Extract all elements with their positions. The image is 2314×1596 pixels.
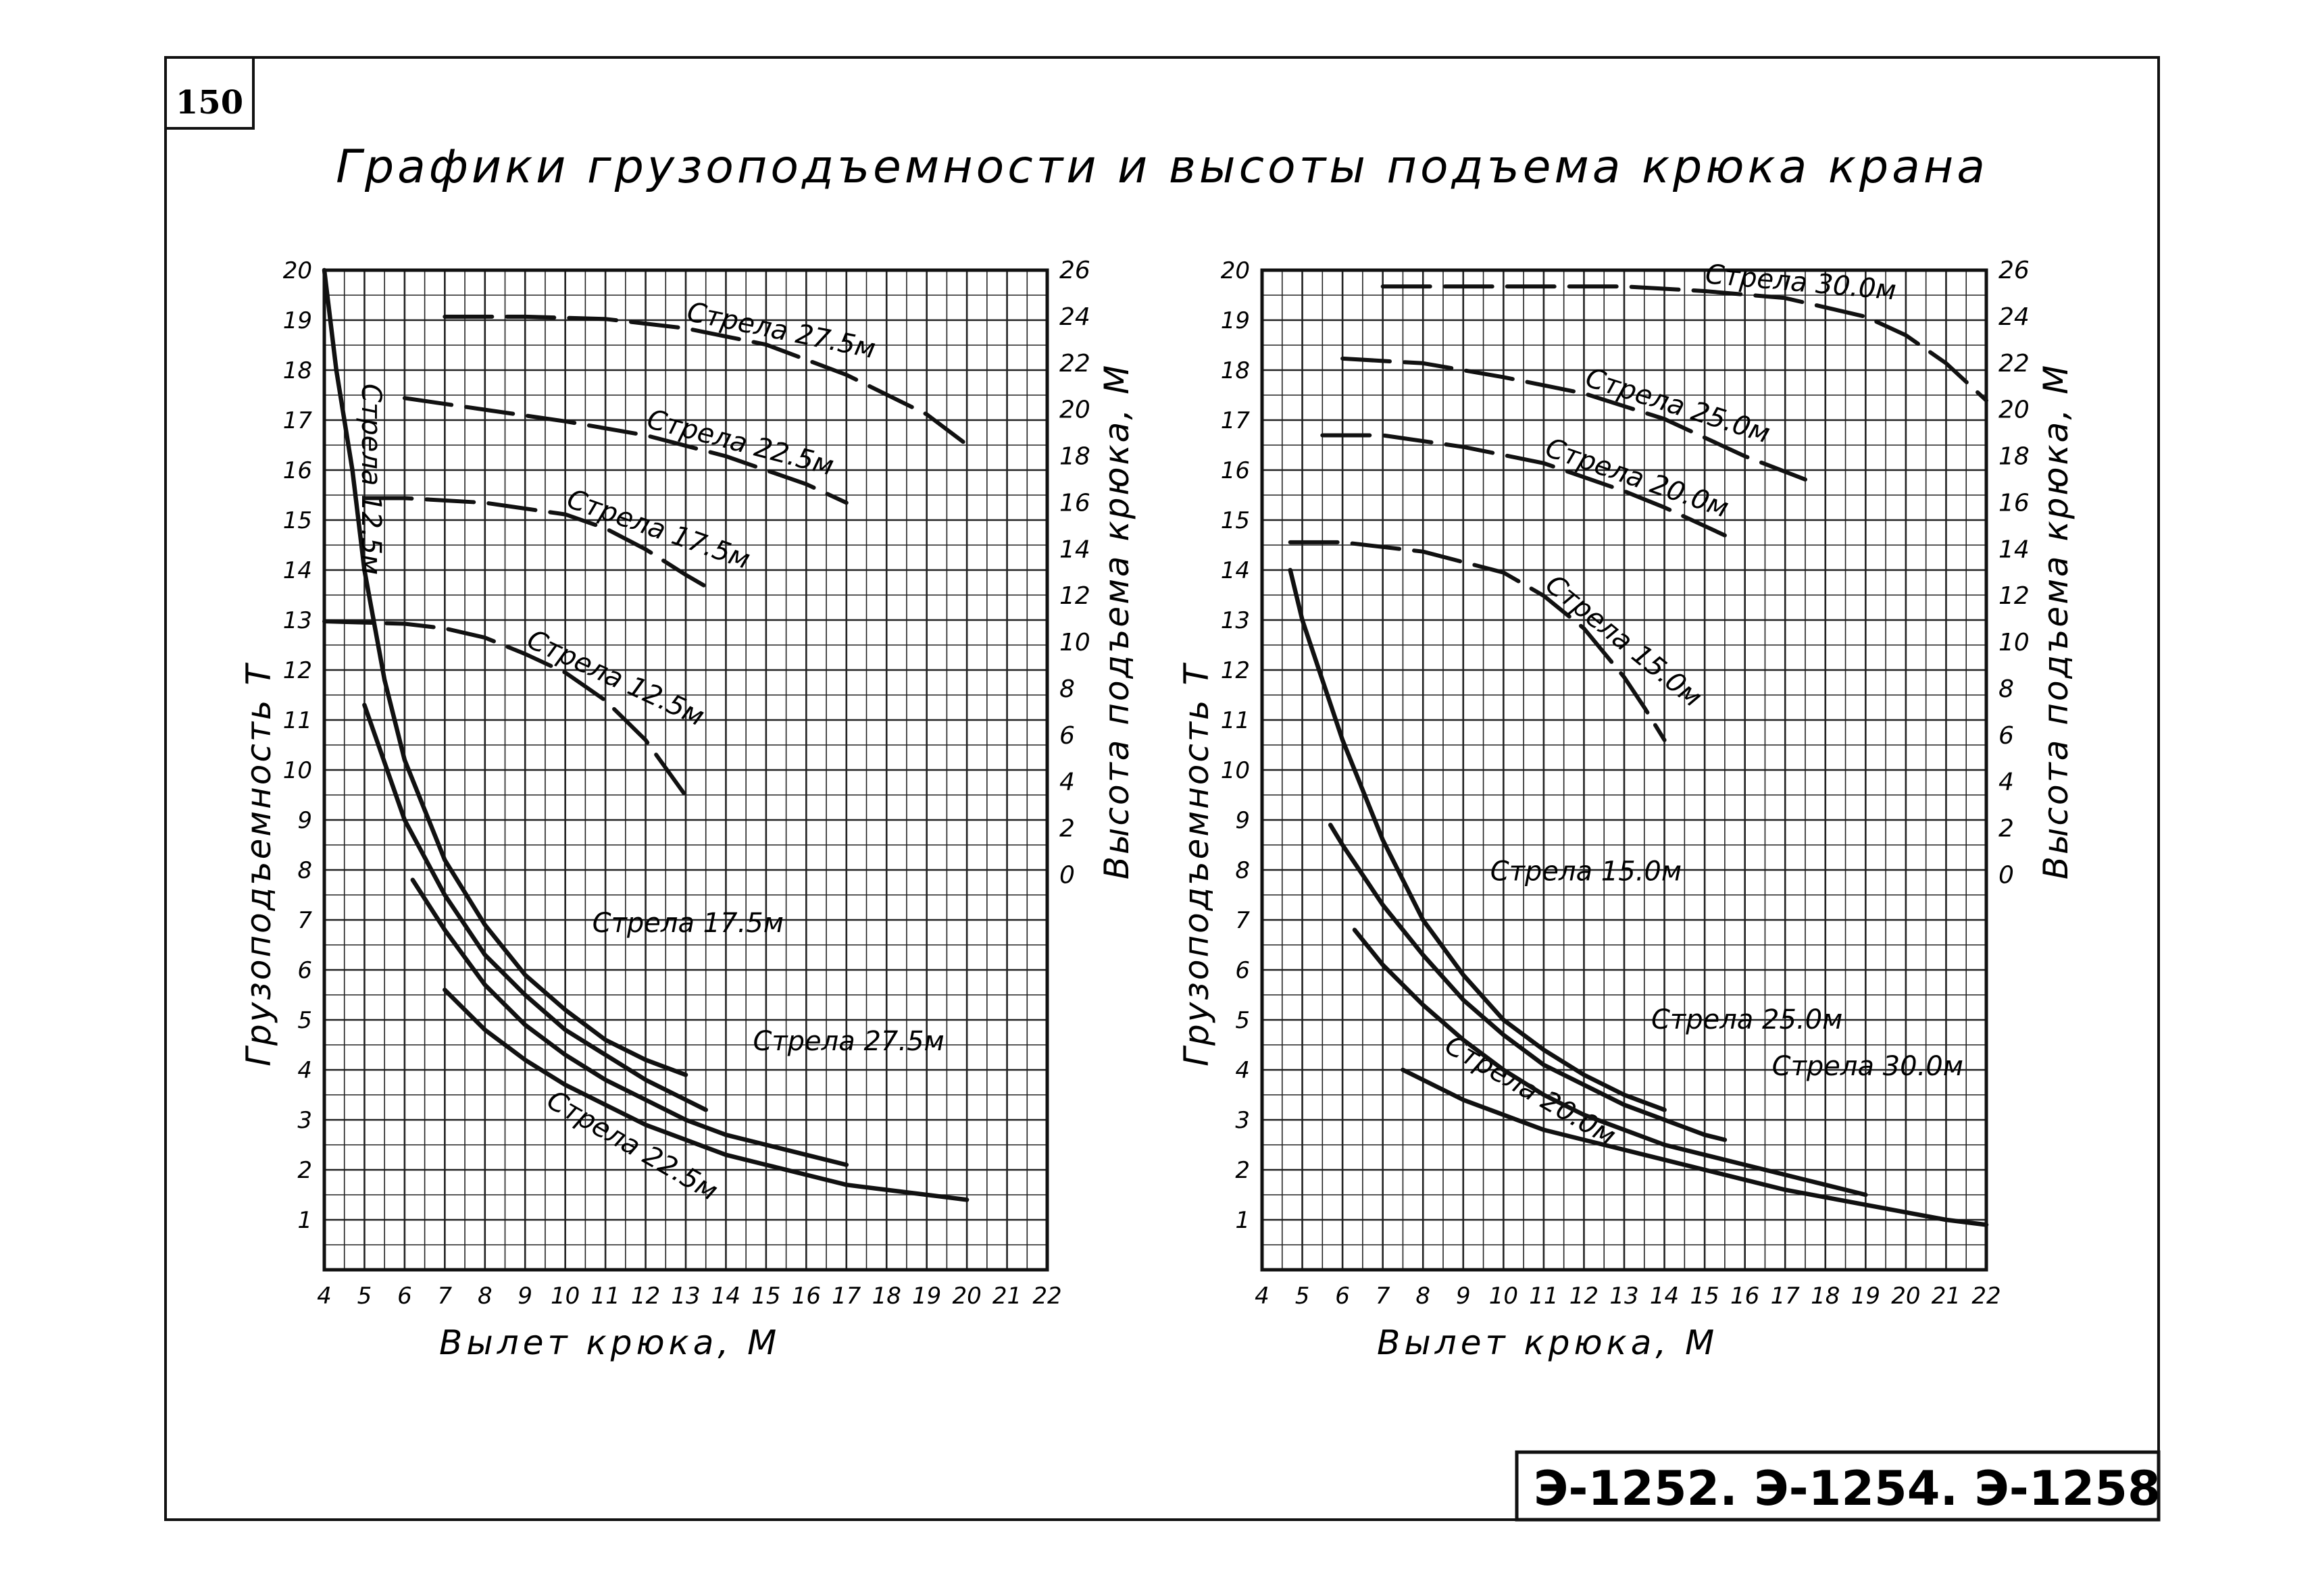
y2-tick-label: 6 xyxy=(1998,721,2014,750)
x-tick-label: 17 xyxy=(832,1283,861,1310)
y-tick-label: 2 xyxy=(297,1157,312,1184)
y2-tick-label: 24 xyxy=(1998,303,2030,331)
y2-tick-label: 10 xyxy=(1998,629,2030,657)
series-line-capacity xyxy=(1403,1070,1986,1225)
x-tick-label: 12 xyxy=(630,1283,661,1310)
y-tick-label: 12 xyxy=(282,657,312,684)
y-tick-label: 19 xyxy=(282,307,312,334)
y-tick-label: 15 xyxy=(282,507,312,534)
series-label-capacity: Стрела 12.5м xyxy=(355,384,386,575)
y-axis-label: Грузоподъемность Т xyxy=(1177,663,1216,1066)
y-tick-label: 13 xyxy=(282,607,312,634)
y-tick-label: 1 xyxy=(1235,1207,1250,1234)
y2-tick-label: 20 xyxy=(1059,396,1090,424)
y2-tick-label: 6 xyxy=(1059,721,1075,750)
x-tick-label: 13 xyxy=(1609,1283,1639,1310)
series-label-capacity: Стрела 20.0м xyxy=(1439,1029,1621,1152)
series-label-height: Стрела 12.5м xyxy=(522,623,709,733)
y2-tick-label: 4 xyxy=(1998,768,2014,796)
y-tick-label: 16 xyxy=(1220,457,1250,484)
y2-tick-label: 22 xyxy=(1059,349,1090,378)
x-tick-label: 12 xyxy=(1569,1283,1599,1310)
y-tick-label: 8 xyxy=(1235,857,1250,884)
y2-tick-label: 18 xyxy=(1059,442,1090,471)
series-label-capacity: Стрела 30.0м xyxy=(1771,1050,1963,1082)
x-tick-label: 19 xyxy=(912,1283,942,1310)
y-tick-label: 10 xyxy=(1220,757,1250,784)
y-tick-label: 17 xyxy=(282,407,312,434)
y-tick-label: 9 xyxy=(297,807,312,834)
y2-tick-label: 24 xyxy=(1059,303,1090,331)
y-tick-label: 10 xyxy=(282,757,312,784)
y2-tick-label: 8 xyxy=(1998,675,2014,703)
y2-tick-label: 26 xyxy=(1059,257,1090,284)
x-tick-label: 19 xyxy=(1851,1283,1880,1310)
y-tick-label: 5 xyxy=(1235,1007,1250,1034)
y2-tick-label: 14 xyxy=(1998,536,2030,564)
x-tick-label: 6 xyxy=(1335,1283,1350,1310)
y-tick-label: 20 xyxy=(282,257,312,284)
y2-tick-label: 2 xyxy=(1998,815,2014,843)
x-tick-label: 11 xyxy=(1529,1283,1559,1310)
y-tick-label: 18 xyxy=(282,357,312,384)
x-tick-label: 4 xyxy=(1255,1283,1269,1310)
y2-tick-label: 18 xyxy=(1998,442,2030,471)
x-tick-label: 21 xyxy=(1931,1283,1961,1310)
y-tick-label: 6 xyxy=(1235,957,1250,984)
x-tick-label: 22 xyxy=(1032,1283,1062,1310)
y-tick-label: 1 xyxy=(297,1207,312,1234)
y2-tick-label: 16 xyxy=(1059,489,1090,517)
y2-axis-label: Высота подъема крюка, М xyxy=(2036,363,2076,880)
series-label-capacity: Стрела 22.5м xyxy=(541,1084,723,1208)
x-tick-label: 14 xyxy=(1649,1283,1680,1310)
page-title: Графики грузоподъемности и высоты подъема крюка крана xyxy=(336,140,1988,194)
x-tick-label: 11 xyxy=(590,1283,620,1310)
series-label-capacity: Стрела 15.0м xyxy=(1490,856,1682,887)
y-tick-label: 17 xyxy=(1220,407,1250,434)
x-tick-label: 17 xyxy=(1770,1283,1800,1310)
series-label-capacity: Стрела 27.5м xyxy=(753,1025,945,1057)
y-tick-label: 14 xyxy=(1220,557,1250,584)
y-tick-label: 14 xyxy=(282,557,312,584)
y2-tick-label: 22 xyxy=(1998,349,2030,378)
x-tick-label: 13 xyxy=(671,1283,701,1310)
y-tick-label: 16 xyxy=(282,457,312,484)
y2-tick-label: 0 xyxy=(1059,861,1075,890)
drawing-code: Э-1252. Э-1254. Э-1258 xyxy=(1534,1461,2161,1516)
y-tick-label: 12 xyxy=(1220,657,1250,684)
y-tick-label: 8 xyxy=(297,857,312,884)
y-tick-label: 7 xyxy=(297,907,312,934)
x-tick-label: 7 xyxy=(437,1283,453,1310)
x-tick-label: 15 xyxy=(1690,1283,1719,1310)
y-tick-label: 20 xyxy=(1220,257,1250,284)
series-label-capacity: Стрела 17.5м xyxy=(592,907,784,939)
y2-tick-label: 0 xyxy=(1998,861,2014,890)
x-tick-label: 10 xyxy=(1488,1283,1518,1310)
y2-axis-label: Высота подъема крюка, М xyxy=(1097,363,1136,880)
x-tick-label: 16 xyxy=(1730,1283,1760,1310)
x-tick-label: 18 xyxy=(872,1283,901,1310)
page-number: 150 xyxy=(175,84,244,122)
x-tick-label: 14 xyxy=(711,1283,741,1310)
x-tick-label: 9 xyxy=(518,1283,533,1310)
x-tick-label: 10 xyxy=(551,1283,580,1310)
y2-tick-label: 14 xyxy=(1059,536,1090,564)
y2-tick-label: 10 xyxy=(1059,629,1090,657)
x-axis-label: Вылет крюка, М xyxy=(439,1323,781,1362)
series-label-height: Стрела 22.5м xyxy=(644,403,837,482)
x-tick-label: 16 xyxy=(791,1283,821,1310)
chart-right-panel xyxy=(1177,257,2076,1362)
y-axis-label: Грузоподъемность Т xyxy=(239,663,278,1066)
series-label-capacity: Стрела 25.0м xyxy=(1651,1004,1843,1035)
x-tick-label: 4 xyxy=(317,1283,332,1310)
x-tick-label: 20 xyxy=(1891,1283,1921,1310)
y-tick-label: 6 xyxy=(297,957,312,984)
y2-tick-label: 26 xyxy=(1998,257,2030,284)
y2-tick-label: 12 xyxy=(1059,582,1090,611)
y-tick-label: 13 xyxy=(1220,607,1250,634)
x-tick-label: 5 xyxy=(357,1283,372,1310)
y-tick-label: 15 xyxy=(1220,507,1250,534)
y-tick-label: 9 xyxy=(1235,807,1250,834)
series-line-capacity xyxy=(1290,570,1665,1110)
series-label-height: Стрела 17.5м xyxy=(563,483,755,576)
x-tick-label: 9 xyxy=(1455,1283,1471,1310)
x-tick-label: 15 xyxy=(751,1283,781,1310)
y2-tick-label: 4 xyxy=(1059,768,1075,796)
y2-tick-label: 16 xyxy=(1998,489,2030,517)
y-tick-label: 11 xyxy=(282,707,312,734)
series-label-height: Стрела 27.5м xyxy=(684,296,878,365)
x-tick-label: 18 xyxy=(1811,1283,1840,1310)
x-axis-label: Вылет крюка, М xyxy=(1377,1323,1719,1362)
series-label-height: Стрела 20.0м xyxy=(1541,432,1733,524)
y-tick-label: 4 xyxy=(1235,1057,1250,1084)
series-label-height: Стрела 15.0м xyxy=(1539,569,1708,714)
x-tick-label: 5 xyxy=(1294,1283,1310,1310)
series-label-height: Стрела 25.0м xyxy=(1582,362,1774,450)
y-tick-label: 3 xyxy=(1235,1107,1250,1134)
y-tick-label: 11 xyxy=(1220,707,1250,734)
x-tick-label: 21 xyxy=(992,1283,1022,1310)
y-tick-label: 3 xyxy=(297,1107,312,1134)
y2-tick-label: 8 xyxy=(1059,675,1075,703)
y-tick-label: 19 xyxy=(1220,307,1250,334)
y-tick-label: 18 xyxy=(1220,357,1250,384)
x-tick-label: 20 xyxy=(952,1283,982,1310)
series-label-height: Стрела 30.0м xyxy=(1704,259,1898,307)
x-tick-label: 22 xyxy=(1971,1283,2001,1310)
y-tick-label: 5 xyxy=(297,1007,312,1034)
y2-tick-label: 12 xyxy=(1998,582,2030,611)
x-tick-label: 8 xyxy=(477,1283,493,1310)
y2-tick-label: 2 xyxy=(1059,815,1075,843)
x-tick-label: 6 xyxy=(397,1283,412,1310)
chart-left-panel xyxy=(239,257,1136,1362)
y-tick-label: 4 xyxy=(297,1057,312,1084)
y-tick-label: 2 xyxy=(1235,1157,1250,1184)
x-tick-label: 8 xyxy=(1415,1283,1431,1310)
y2-tick-label: 20 xyxy=(1998,396,2030,424)
x-tick-label: 7 xyxy=(1375,1283,1390,1310)
y-tick-label: 7 xyxy=(1235,907,1250,934)
